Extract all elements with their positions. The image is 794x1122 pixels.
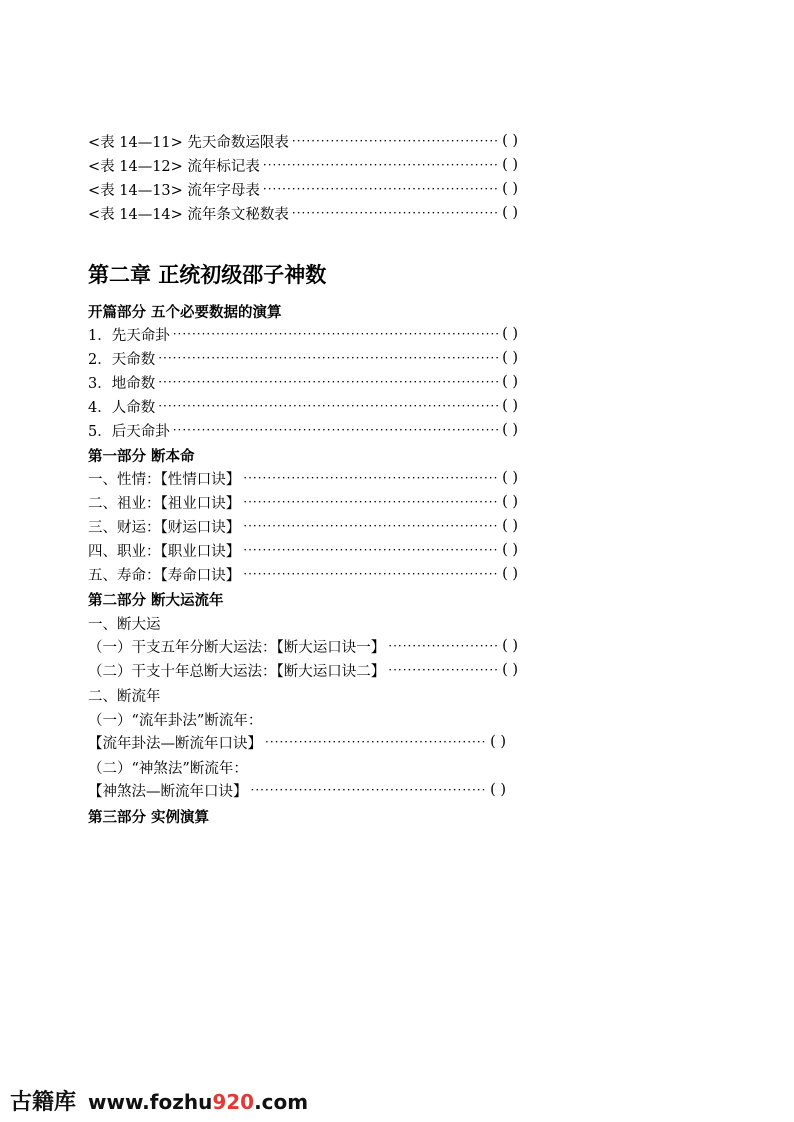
- leader-dots: [243, 471, 499, 485]
- watermark-url: [88, 1090, 308, 1114]
- watermark-site-name: 古籍库: [10, 1090, 77, 1115]
- toc-entry-table-14-11[interactable]: [88, 129, 518, 153]
- leader-dots: [251, 783, 488, 797]
- toc-entry-page: ( ): [490, 782, 506, 798]
- watermark-url-prefix: www.fozhu: [88, 1090, 213, 1114]
- leader-dots: [243, 519, 499, 533]
- toc-entry[interactable]: [88, 490, 518, 514]
- toc-entry[interactable]: [88, 778, 506, 802]
- part-three-heading: 第三部分 实例演算: [88, 810, 210, 826]
- toc-entry-label: 4．人命数: [88, 399, 156, 416]
- toc-entry-label: 三、财运：【财运口诀】: [88, 519, 241, 536]
- section-heading-liu-nian: 二、断流年: [88, 689, 161, 705]
- leader-dots: [263, 158, 499, 172]
- toc-entry-table-14-12[interactable]: [88, 153, 518, 177]
- toc-entry-label: <表 14—13> 流年字母表: [88, 182, 260, 199]
- leader-dots: [243, 495, 499, 509]
- leader-dots: [173, 327, 499, 341]
- toc-entry-label: （二）干支十年总断大运法：【断大运口诀二】: [88, 663, 386, 680]
- leader-dots: [158, 375, 499, 389]
- leader-dots: [292, 206, 499, 220]
- toc-entry-label: 一、性情：【性情口诀】: [88, 471, 241, 488]
- toc-entry[interactable]: [88, 370, 518, 394]
- toc-entry-table-14-13[interactable]: [88, 177, 518, 201]
- toc-entry[interactable]: [88, 466, 518, 490]
- toc-entry-label: <表 14—14> 流年条文秘数表: [88, 206, 289, 223]
- toc-entry-page: ( ): [502, 374, 518, 390]
- toc-entry-label: 1．先天命卦: [88, 327, 170, 344]
- toc-entry-label: 二、祖业：【祖业口诀】: [88, 495, 241, 512]
- toc-entry-page: ( ): [502, 422, 518, 438]
- toc-entry-label: 五、寿命：【寿命口诀】: [88, 567, 241, 584]
- toc-entry-page: ( ): [502, 205, 518, 221]
- toc-entry[interactable]: [88, 730, 506, 754]
- toc-entry-label: 四、职业：【职业口诀】: [88, 543, 241, 560]
- part-one-heading: 第一部分 断本命: [88, 449, 195, 465]
- watermark: [10, 1085, 308, 1116]
- toc-entry-page: ( ): [502, 157, 518, 173]
- method-heading-shensha: （二）“神煞法”断流年：: [88, 761, 248, 777]
- leader-dots: [292, 134, 499, 148]
- toc-entry[interactable]: [88, 634, 518, 658]
- leader-dots: [173, 423, 499, 437]
- leader-dots: [243, 543, 499, 557]
- leader-dots: [243, 567, 499, 581]
- toc-entry-page: ( ): [502, 662, 518, 678]
- toc-entry-table-14-14[interactable]: [88, 201, 518, 225]
- toc-entry-label: <表 14—12> 流年标记表: [88, 158, 260, 175]
- toc-entry-page: ( ): [502, 518, 518, 534]
- toc-entry-page: ( ): [490, 734, 506, 750]
- leader-dots: [158, 351, 499, 365]
- toc-entry-page: ( ): [502, 566, 518, 582]
- leader-dots: [158, 399, 499, 413]
- leader-dots: [388, 639, 499, 653]
- toc-entry-label: <表 14—11> 先天命数运限表: [88, 134, 289, 151]
- part-two-heading: 第二部分 断大运流年: [88, 593, 224, 609]
- leader-dots: [265, 735, 487, 749]
- toc-entry-label: 5．后天命卦: [88, 423, 170, 440]
- toc-entry[interactable]: [88, 418, 518, 442]
- toc-entry-label: 【流年卦法—断流年口诀】: [88, 735, 262, 752]
- toc-entry-page: ( ): [502, 542, 518, 558]
- watermark-url-number: 920: [212, 1090, 255, 1114]
- toc-entry[interactable]: [88, 658, 518, 682]
- toc-entry-page: ( ): [502, 494, 518, 510]
- toc-entry[interactable]: [88, 346, 518, 370]
- leader-dots: [263, 182, 499, 196]
- toc-entry-label: 【神煞法—断流年口诀】: [88, 783, 248, 800]
- toc-entry-page: ( ): [502, 326, 518, 342]
- toc-entry-label: 2．天命数: [88, 351, 156, 368]
- toc-entry-label: 3．地命数: [88, 375, 156, 392]
- toc-entry-label: （一）干支五年分断大运法：【断大运口诀一】: [88, 639, 386, 656]
- toc-entry-page: ( ): [502, 133, 518, 149]
- toc-entry-page: ( ): [502, 398, 518, 414]
- method-heading-gua: （一）“流年卦法”断流年：: [88, 713, 263, 729]
- chapter-title: 第二章 正统初级邵子神数: [88, 263, 327, 287]
- toc-entry-page: ( ): [502, 350, 518, 366]
- leader-dots: [388, 663, 499, 677]
- toc-entry-page: ( ): [502, 470, 518, 486]
- section-heading-da-yun: 一、断大运: [88, 617, 161, 633]
- watermark-url-suffix: .com: [254, 1090, 309, 1114]
- toc-entry[interactable]: [88, 394, 518, 418]
- toc-entry[interactable]: [88, 538, 518, 562]
- toc-entry-page: ( ): [502, 638, 518, 654]
- part-intro-heading: 开篇部分 五个必要数据的演算: [88, 305, 282, 321]
- toc-entry-page: ( ): [502, 181, 518, 197]
- toc-entry[interactable]: [88, 562, 518, 586]
- toc-entry[interactable]: [88, 322, 518, 346]
- toc-entry[interactable]: [88, 514, 518, 538]
